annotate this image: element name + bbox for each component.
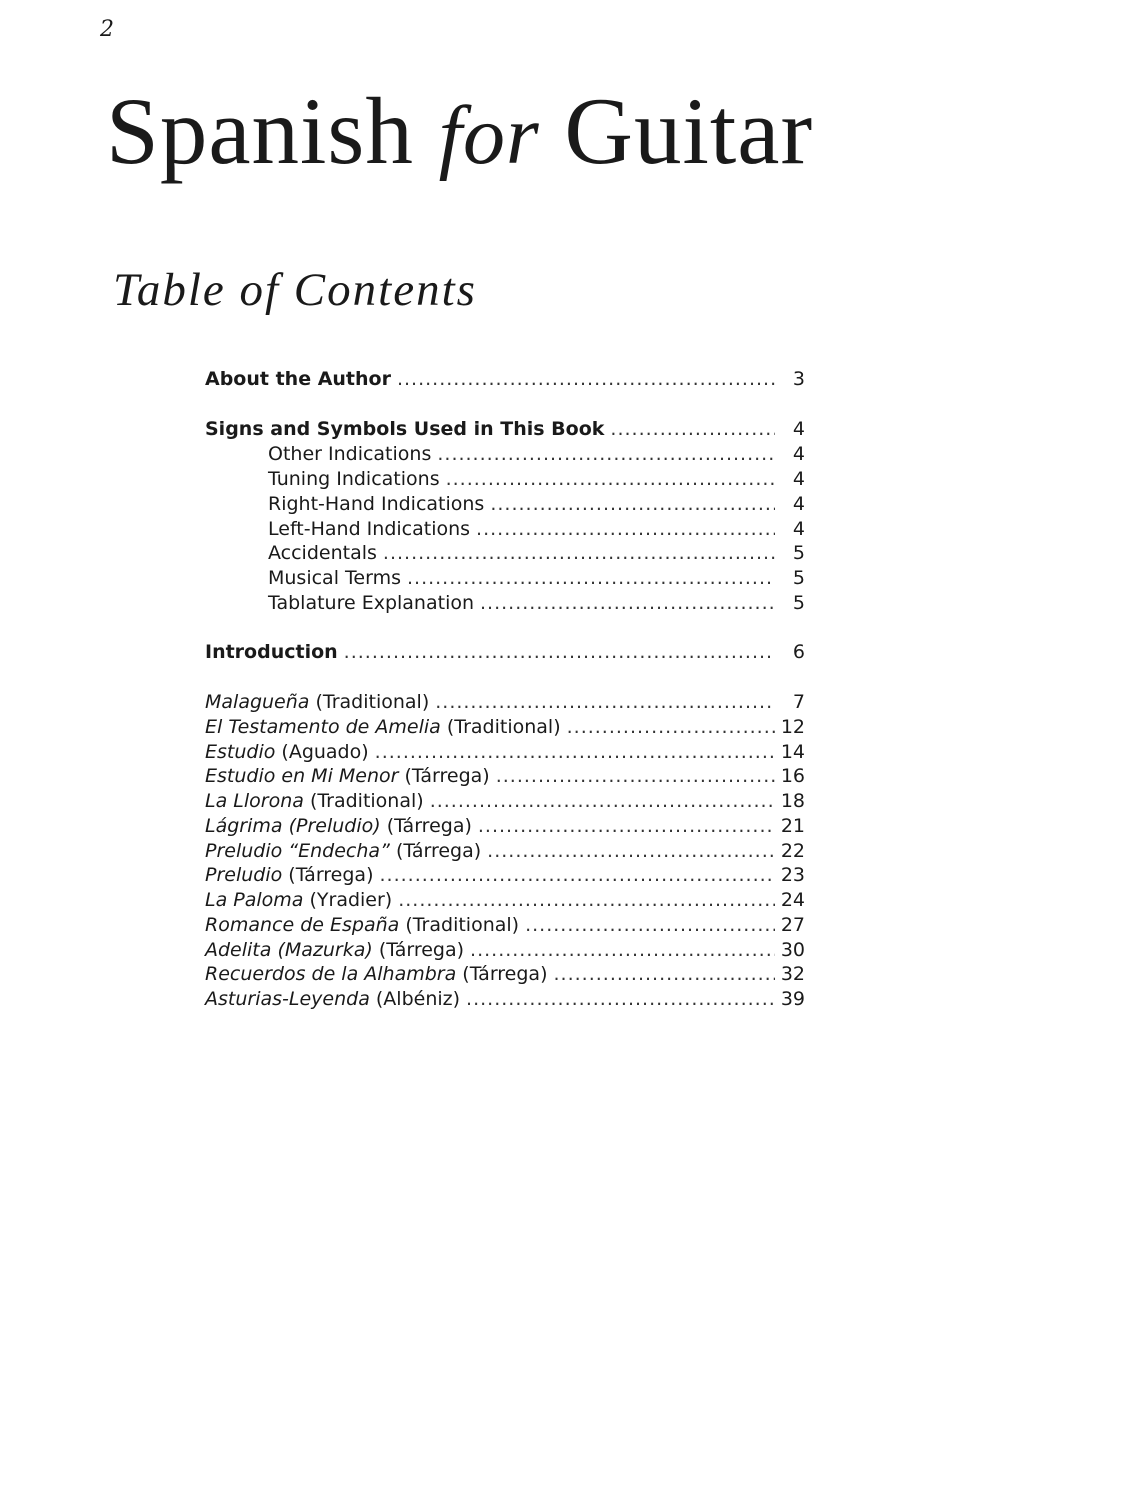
dot-leader [554,962,776,986]
dot-leader [490,492,775,516]
piece-title: La Paloma [205,889,304,911]
page-number: 2 [100,17,114,42]
piece-composer: (Tárrega) [288,864,374,886]
piece-composer: (Albéniz) [375,988,461,1010]
piece-title: Romance de España [205,914,400,936]
toc-entry-page: 6 [792,641,805,663]
toc-piece-label [205,863,380,887]
piece-composer: (Tárrega) [404,765,490,787]
dot-leader [437,442,775,466]
piece-composer: (Traditional) [446,716,561,738]
toc-subentry[interactable] [268,591,805,615]
dot-leader [525,913,775,937]
piece-page: 16 [780,765,805,787]
toc-subentry[interactable] [268,517,805,541]
toc-subentry[interactable] [268,442,805,466]
toc-entry-label: About the Author [205,368,391,390]
piece-composer: (Tárrega) [386,815,472,837]
dot-leader [480,591,775,615]
piece-page: 22 [780,840,805,862]
toc-subentry-page: 5 [792,592,805,614]
piece-page: 23 [780,864,805,886]
dot-leader [375,740,775,764]
toc-piece-label [205,789,430,813]
toc-subentry-label: Left-Hand Indications [268,518,471,540]
piece-title: Estudio [205,741,276,763]
title-guitar: Guitar [564,78,814,184]
piece-composer: (Tárrega) [462,963,548,985]
toc-entry-label: Signs and Symbols Used in This Book [205,418,605,440]
piece-composer: (Aguado) [281,741,369,763]
toc-piece-label [205,888,398,912]
piece-title: Lágrima (Preludio) [205,815,381,837]
dot-leader [487,839,775,863]
piece-title: Asturias-Leyenda [205,988,370,1010]
toc-subentry-page: 4 [792,493,805,515]
toc-piece[interactable] [205,715,805,739]
toc-piece[interactable] [205,740,805,764]
piece-title: Recuerdos de la Alhambra [205,963,457,985]
toc-piece[interactable] [205,764,805,788]
piece-composer: (Tárrega) [395,840,482,862]
toc-piece-label [205,839,487,863]
dot-leader [398,888,775,912]
toc-piece-label [205,740,375,764]
piece-title: Adelita (Mazurka) [205,939,373,961]
toc-piece[interactable] [205,913,805,937]
toc-piece[interactable] [205,839,805,863]
piece-composer: (Tárrega) [378,939,465,961]
dot-leader [383,541,775,565]
toc-subentry-label: Musical Terms [268,567,401,589]
piece-page: 18 [780,790,805,812]
dot-leader [476,517,775,541]
toc-entry-page: 3 [792,368,805,390]
toc-entry-signs-symbols[interactable] [205,417,805,441]
toc-piece[interactable] [205,987,805,1011]
piece-page: 32 [780,963,805,985]
dot-leader [478,814,775,838]
toc-piece-label [205,764,496,788]
piece-page: 30 [780,939,805,961]
toc-heading: Table of Contents [113,264,477,316]
toc-subentry[interactable] [268,492,805,516]
toc-piece-label [205,987,466,1011]
dot-leader [380,863,776,887]
toc-subentry[interactable] [268,467,805,491]
toc-subentry-label: Tuning Indications [268,468,440,490]
toc-piece[interactable] [205,789,805,813]
dot-leader [567,715,775,739]
toc-subentry-page: 4 [792,518,805,540]
toc-piece[interactable] [205,863,805,887]
dot-leader [496,764,775,788]
toc-entry-introduction[interactable] [205,640,805,664]
toc-piece[interactable] [205,690,805,714]
toc-piece-label [205,938,470,962]
piece-page: 24 [780,889,805,911]
toc-piece[interactable] [205,938,805,962]
toc-piece-label [205,814,478,838]
toc-piece-label [205,715,567,739]
piece-composer: (Traditional) [309,790,424,812]
toc-subentry-page: 4 [792,468,805,490]
piece-composer: (Traditional) [315,691,430,713]
title-spanish: Spanish [106,78,414,184]
toc-subentry-label: Other Indications [268,443,432,465]
toc-subentry-page: 5 [792,567,805,589]
toc-subentry-page: 4 [792,443,805,465]
piece-page: 27 [780,914,805,936]
dot-leader [446,467,775,491]
piece-title: La Llorona [205,790,304,812]
toc-subentry-label: Tablature Explanation [268,592,475,614]
book-title [106,76,813,191]
toc-subentry[interactable] [268,566,805,590]
toc-entry-label: Introduction [205,641,338,663]
toc-subentry-label: Right-Hand Indications [268,493,485,515]
toc-piece[interactable] [205,814,805,838]
dot-leader [466,987,775,1011]
piece-page: 21 [780,815,805,837]
dot-leader [470,938,775,962]
toc-entry-page: 4 [792,418,805,440]
dot-leader [610,417,775,441]
piece-title: Preludio [205,864,283,886]
toc-piece-label [205,962,554,986]
dot-leader [407,566,775,590]
toc-piece-label [205,913,525,937]
toc-entry-about-author[interactable] [205,367,805,391]
toc-piece-label [205,690,435,714]
piece-title: Estudio en Mi Menor [205,765,399,787]
dot-leader [397,367,775,391]
dot-leader [430,789,775,813]
piece-title: El Testamento de Amelia [205,716,441,738]
piece-page: 14 [780,741,805,763]
toc-subentry[interactable] [268,541,805,565]
piece-page: 12 [780,716,805,738]
title-for: for [438,89,540,182]
piece-composer: (Traditional) [405,914,520,936]
piece-page: 7 [792,691,805,713]
toc-piece[interactable] [205,962,805,986]
piece-title: Preludio “Endecha” [205,840,390,862]
dot-leader [344,640,775,664]
toc-subentry-page: 5 [792,542,805,564]
toc-subentry-label: Accidentals [268,542,377,564]
piece-composer: (Yradier) [309,889,393,911]
piece-page: 39 [780,988,805,1010]
piece-title: Malagueña [205,691,310,713]
toc-piece[interactable] [205,888,805,912]
dot-leader [435,690,775,714]
